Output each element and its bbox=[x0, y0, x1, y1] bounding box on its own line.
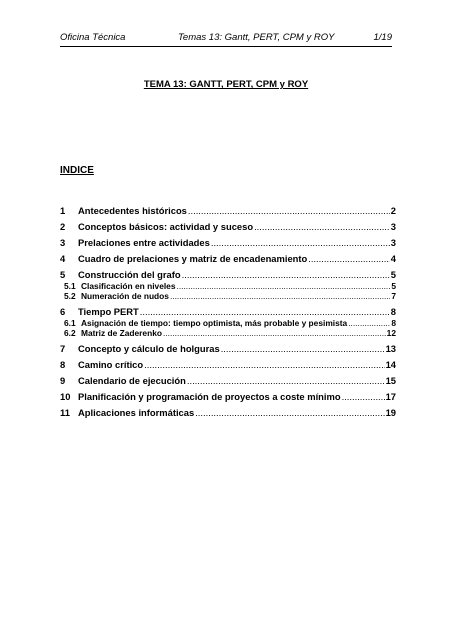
toc-dot-leader bbox=[188, 205, 390, 217]
toc-entry-label: Aplicaciones informáticas bbox=[78, 407, 195, 418]
toc-entry-page: 4 bbox=[390, 253, 396, 264]
toc-entry-label: Matriz de Zaderenko bbox=[81, 328, 162, 338]
toc-entry-number: 10 bbox=[60, 391, 71, 402]
toc-entry-11[interactable] bbox=[60, 407, 396, 419]
toc-entry-label: Construcción del grafo bbox=[78, 269, 181, 280]
toc-entry-page: 7 bbox=[391, 291, 396, 301]
toc-dot-leader bbox=[195, 407, 384, 419]
toc-entry-8[interactable] bbox=[60, 359, 396, 371]
toc-dot-leader bbox=[170, 291, 390, 301]
toc-entry-7[interactable] bbox=[60, 343, 396, 355]
toc-entry-6[interactable] bbox=[60, 306, 396, 318]
toc-entry-label: Cuadro de prelaciones y matriz de encadenamiento bbox=[78, 253, 308, 264]
toc-entry-page: 8 bbox=[391, 318, 396, 328]
toc-entry-number: 2 bbox=[60, 221, 66, 232]
toc-dot-leader bbox=[182, 269, 390, 281]
toc-entry-number: 5.2 bbox=[64, 291, 76, 301]
toc-entry-page: 5 bbox=[391, 281, 396, 291]
toc-dot-leader bbox=[163, 328, 386, 338]
toc-entry-number: 6.1 bbox=[64, 318, 76, 328]
toc-dot-leader bbox=[254, 221, 390, 233]
toc-entry-number: 4 bbox=[60, 253, 66, 264]
toc-entry-6-1[interactable] bbox=[60, 318, 396, 328]
toc-entry-page: 3 bbox=[390, 237, 396, 248]
toc-entry-2[interactable] bbox=[60, 221, 396, 233]
header-left-text: Oficina Técnica bbox=[60, 32, 126, 43]
toc-dot-leader bbox=[348, 318, 390, 328]
toc-entry-3[interactable] bbox=[60, 237, 396, 249]
toc-entry-10[interactable] bbox=[60, 391, 396, 403]
toc-dot-leader bbox=[308, 253, 390, 265]
toc-entry-number: 5.1 bbox=[64, 281, 76, 291]
toc-entry-number: 7 bbox=[60, 343, 66, 354]
toc-dot-leader bbox=[177, 281, 391, 291]
toc-entry-number: 5 bbox=[60, 269, 66, 280]
toc-entry-label: Camino crítico bbox=[78, 359, 144, 370]
toc-entry-4[interactable] bbox=[60, 253, 396, 265]
toc-entry-label: Asignación de tiempo: tiempo optimista, más probable y pesimista bbox=[81, 318, 348, 328]
toc-entry-number: 11 bbox=[60, 407, 70, 418]
toc-entry-label: Planificación y programación de proyectos a coste mínimo bbox=[78, 391, 341, 402]
toc-entry-page: 3 bbox=[390, 221, 396, 232]
header-center-text: Temas 13: Gantt, PERT, CPM y ROY bbox=[178, 32, 335, 43]
table-of-contents bbox=[60, 205, 396, 423]
toc-entry-label: Conceptos básicos: actividad y suceso bbox=[78, 221, 254, 232]
toc-entry-label: Antecedentes históricos bbox=[78, 205, 187, 216]
toc-entry-page: 12 bbox=[386, 328, 396, 338]
toc-dot-leader bbox=[187, 375, 385, 387]
toc-entry-page: 2 bbox=[390, 205, 396, 216]
toc-entry-9[interactable] bbox=[60, 375, 396, 387]
toc-entry-number: 6 bbox=[60, 306, 66, 317]
toc-entry-page: 5 bbox=[390, 269, 396, 280]
toc-entry-label: Prelaciones entre actividades bbox=[78, 237, 210, 248]
toc-entry-page: 17 bbox=[385, 391, 396, 402]
document-title: TEMA 13: GANTT, PERT, CPM y ROY bbox=[143, 79, 309, 90]
toc-dot-leader bbox=[342, 391, 385, 403]
toc-entry-number: 1 bbox=[60, 205, 66, 216]
toc-entry-1[interactable] bbox=[60, 205, 396, 217]
header-rule bbox=[60, 46, 392, 47]
toc-dot-leader bbox=[140, 306, 390, 318]
toc-entry-5[interactable] bbox=[60, 269, 396, 281]
toc-entry-label: Calendario de ejecución bbox=[78, 375, 186, 386]
toc-entry-label: Tiempo PERT bbox=[78, 306, 139, 317]
toc-entry-number: 8 bbox=[60, 359, 66, 370]
toc-entry-6-2[interactable] bbox=[60, 328, 396, 338]
page-header bbox=[60, 32, 392, 46]
toc-entry-label: Clasificación en niveles bbox=[81, 281, 176, 291]
toc-entry-page: 8 bbox=[390, 306, 396, 317]
header-page-number: 1/19 bbox=[373, 32, 392, 43]
toc-entry-page: 15 bbox=[385, 375, 396, 386]
toc-entry-label: Concepto y cálculo de holguras bbox=[78, 343, 220, 354]
toc-entry-number: 6.2 bbox=[64, 328, 76, 338]
toc-entry-page: 19 bbox=[385, 407, 396, 418]
index-heading: INDICE bbox=[60, 165, 94, 176]
toc-entry-number: 9 bbox=[60, 375, 66, 386]
toc-entry-number: 3 bbox=[60, 237, 66, 248]
toc-dot-leader bbox=[221, 343, 385, 355]
toc-entry-page: 14 bbox=[385, 359, 396, 370]
toc-entry-page: 13 bbox=[385, 343, 396, 354]
toc-entry-5-2[interactable] bbox=[60, 291, 396, 301]
toc-dot-leader bbox=[211, 237, 390, 249]
toc-dot-leader bbox=[144, 359, 384, 371]
toc-entry-label: Numeración de nudos bbox=[81, 291, 169, 301]
toc-entry-5-1[interactable] bbox=[60, 281, 396, 291]
